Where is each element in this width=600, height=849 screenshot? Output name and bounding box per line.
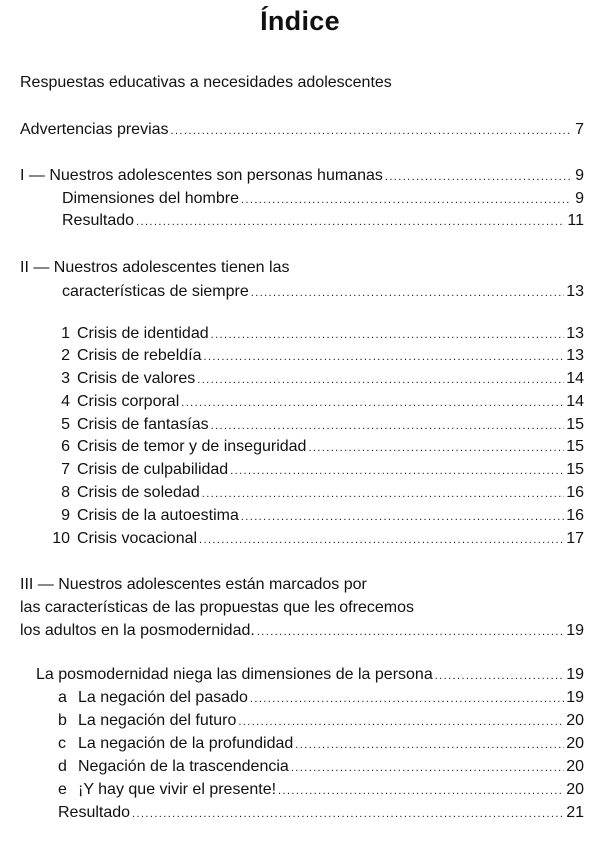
leader-dots <box>241 189 570 211</box>
leader-dots <box>132 803 564 825</box>
leader-dots <box>199 529 564 551</box>
leader-dots <box>136 211 565 233</box>
toc-entry-label: Crisis de temor y de inseguridad <box>77 438 307 455</box>
toc-item-number: 4 <box>61 393 70 410</box>
toc-entry-label: Crisis corporal <box>77 393 180 410</box>
toc-page-number: 14 <box>566 393 584 410</box>
toc-entry-label: Resultado <box>62 212 135 229</box>
toc-entry-label: Crisis de la autoestima <box>77 507 239 524</box>
toc-entry-label: Crisis de culpabilidad <box>77 461 229 478</box>
toc-section-heading-cont: características de siempre <box>62 283 249 300</box>
toc-page-number: 11 <box>567 212 584 229</box>
toc-entry-section-3[interactable] <box>20 620 584 642</box>
toc-page-number: 13 <box>566 325 584 342</box>
toc-page-number: 16 <box>566 507 584 524</box>
toc-entry-dimensiones[interactable] <box>62 188 584 210</box>
toc-item-number: 8 <box>61 484 70 501</box>
leader-dots <box>238 711 564 733</box>
toc-entry-label: Crisis de rebeldía <box>77 347 202 364</box>
leader-dots <box>308 437 564 459</box>
toc-page-number: 20 <box>566 712 584 729</box>
leader-dots <box>257 621 564 643</box>
toc-entry-crisis[interactable] <box>46 482 584 504</box>
toc-item-number: 1 <box>61 325 70 342</box>
toc-entry-label: Crisis vocacional <box>77 530 198 547</box>
toc-section-heading: I — Nuestros adolescentes son personas humanas <box>20 167 383 184</box>
leader-dots <box>202 483 564 505</box>
toc-page-number: 19 <box>566 622 584 639</box>
toc-entry-sub[interactable] <box>58 687 584 709</box>
toc-page-number: 14 <box>566 370 584 387</box>
toc-section-heading: III — Nuestros adolescentes están marcados por <box>20 576 367 593</box>
toc-page-number: 16 <box>566 484 584 501</box>
toc-page-number: 17 <box>566 530 584 547</box>
toc-entry-sub[interactable] <box>58 710 584 732</box>
toc-item-number: 9 <box>61 507 70 524</box>
toc-page-number: 19 <box>566 666 584 683</box>
toc-entry-label: Dimensiones del hombre <box>62 190 239 207</box>
toc-item-number: 10 <box>52 530 70 547</box>
toc-entry-label: Resultado <box>58 804 131 821</box>
toc-entry-label: La posmodernidad niega las dimensiones de la persona <box>36 666 433 683</box>
toc-entry-label: Crisis de fantasías <box>77 416 209 433</box>
leader-dots <box>211 415 565 437</box>
toc-page-number: 15 <box>566 438 584 455</box>
leader-dots <box>250 688 564 710</box>
leader-dots <box>204 346 565 368</box>
leader-dots <box>278 780 564 802</box>
toc-item-number: 2 <box>61 347 70 364</box>
leader-dots <box>211 324 565 346</box>
toc-entry-crisis[interactable] <box>46 323 584 345</box>
toc-entry-label: ¡Y hay que vivir el presente! <box>78 781 277 798</box>
toc-entry-crisis[interactable] <box>46 414 584 436</box>
toc-section-heading-cont: las características de las propuestas que les ofrecemos <box>20 599 414 616</box>
leader-dots <box>251 282 564 304</box>
toc-entry-crisis[interactable] <box>46 505 584 527</box>
toc-entry-label: Crisis de valores <box>77 370 196 387</box>
toc-page-number: 15 <box>566 416 584 433</box>
toc-item-number: 3 <box>61 370 70 387</box>
toc-entry-sub[interactable] <box>58 756 584 778</box>
toc-entry-label: La negación del futuro <box>78 712 237 729</box>
toc-page-number: 20 <box>566 735 584 752</box>
toc-entry-resultado-1[interactable] <box>62 210 584 232</box>
toc-section-heading: II — Nuestros adolescentes tienen las <box>20 259 290 276</box>
toc-item-letter: c <box>58 735 66 752</box>
toc-page-number: 13 <box>566 283 584 300</box>
toc-page-number: 20 <box>566 758 584 775</box>
toc-page-number: 15 <box>566 461 584 478</box>
leader-dots <box>230 460 564 482</box>
toc-item-number: 7 <box>61 461 70 478</box>
toc-entry-resultado-3[interactable] <box>58 802 584 824</box>
toc-entry-sub[interactable] <box>58 733 584 755</box>
leader-dots <box>241 506 564 528</box>
toc-entry-crisis[interactable] <box>46 528 584 550</box>
toc-page-number: 13 <box>566 347 584 364</box>
toc-page-number: 19 <box>566 689 584 706</box>
leader-dots <box>385 166 570 188</box>
toc-item-letter: b <box>58 712 67 729</box>
toc-entry-posmodernidad[interactable] <box>36 664 584 686</box>
toc-section-heading-cont: los adultos en la posmodernidad. <box>20 622 255 639</box>
toc-entry-crisis[interactable] <box>46 345 584 367</box>
toc-entry-label: La negación de la profundidad <box>78 735 294 752</box>
toc-entry-advertencias[interactable] <box>20 119 584 141</box>
leader-dots <box>181 392 564 414</box>
toc-entry-label: Advertencias previas <box>20 121 169 138</box>
toc-item-letter: d <box>58 758 67 775</box>
leader-dots <box>171 120 570 142</box>
leader-dots <box>295 734 564 756</box>
toc-page-number: 9 <box>575 190 584 207</box>
toc-entry-label: Negación de la trascendencia <box>78 758 289 775</box>
toc-entry-sub[interactable] <box>58 779 584 801</box>
toc-entry-section-1[interactable] <box>20 165 584 187</box>
toc-page-number: 20 <box>566 781 584 798</box>
toc-entry-crisis[interactable] <box>46 459 584 481</box>
leader-dots <box>291 757 564 779</box>
toc-entry-crisis[interactable] <box>46 368 584 390</box>
toc-item-letter: a <box>58 689 67 706</box>
toc-item-number: 5 <box>61 416 70 433</box>
toc-item-number: 6 <box>61 438 70 455</box>
book-subtitle: Respuestas educativas a necesidades adolescentes <box>20 74 392 91</box>
leader-dots <box>197 369 564 391</box>
toc-page-number: 9 <box>575 167 584 184</box>
toc-entry-crisis[interactable] <box>46 436 584 458</box>
toc-page-number: 21 <box>566 804 584 821</box>
toc-entry-label: Crisis de soledad <box>77 484 200 501</box>
leader-dots <box>435 665 564 687</box>
toc-entry-label: La negación del pasado <box>78 689 248 706</box>
page-title: Índice <box>260 6 340 36</box>
toc-entry-section-2[interactable] <box>62 281 584 303</box>
toc-page-number: 7 <box>575 121 584 138</box>
toc-entry-label: Crisis de identidad <box>77 325 209 342</box>
toc-item-letter: e <box>58 781 67 798</box>
toc-entry-crisis[interactable] <box>46 391 584 413</box>
